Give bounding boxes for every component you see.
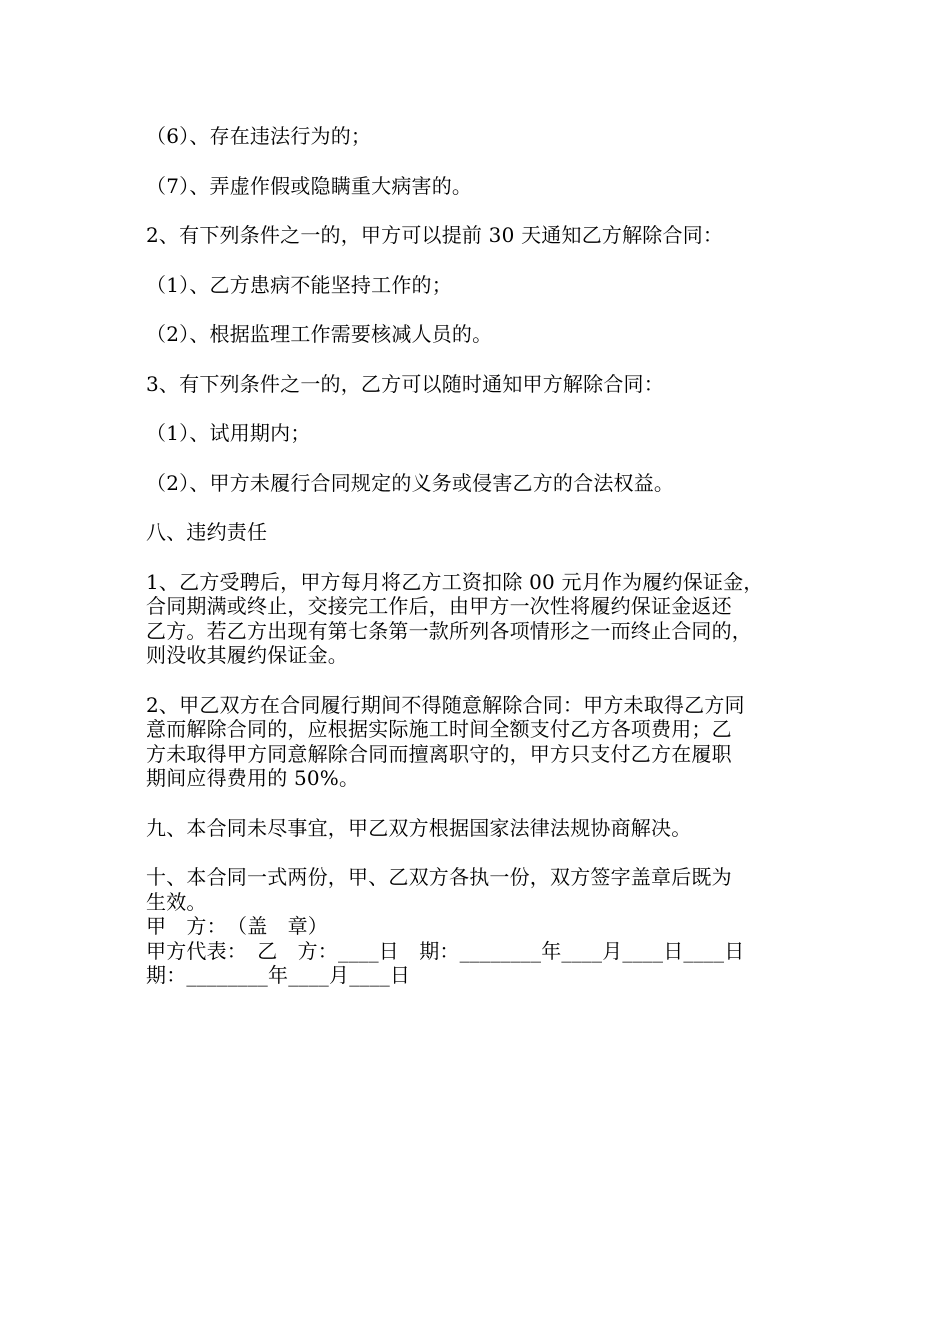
text-line: 意而解除合同的，应根据实际施工时间全额支付乙方各项费用；乙: [146, 717, 732, 741]
representative-line: 甲方代表： 乙 方：____日 期：________年____月____日____日: [146, 938, 745, 963]
date-line: 期：________年____月____日: [146, 963, 411, 987]
text-line: 2、甲乙双方在合同履行期间不得随意解除合同：甲方未取得乙方同: [146, 692, 745, 717]
clause-2-heading: 2、有下列条件之一的，甲方可以提前 30 天通知乙方解除合同：: [146, 223, 724, 247]
section-9: 九、本合同未尽事宜，甲乙双方根据国家法律法规协商解决。: [146, 815, 692, 840]
text-line: 合同期满或终止，交接完工作后，由甲方一次性将履约保证金返还: [146, 594, 732, 618]
section-10: [146, 865, 816, 914]
text-line: 生效。: [146, 889, 207, 914]
document-body: [146, 124, 816, 988]
list-item-7: （7）、弄虚作假或隐瞒重大病害的。: [146, 173, 473, 198]
text-line: 乙方。若乙方出现有第七条第一款所列各项情形之一而终止合同的，: [146, 618, 752, 643]
text-line: 十、本合同一式两份，甲、乙双方各执一份，双方签字盖章后既为: [146, 865, 732, 889]
signature-block: [146, 914, 816, 988]
clause-3-item-2: （2）、甲方未履行合同规定的义务或侵害乙方的合法权益。: [146, 470, 675, 495]
text-line: 1、乙方受聘后，甲方每月将乙方工资扣除 00 元月作为履约保证金，: [146, 569, 764, 594]
clause-2-item-1: （1）、乙方患病不能坚持工作的；: [146, 272, 452, 297]
section-8-heading: 八、违约责任: [146, 520, 268, 544]
text-line: 方未取得甲方同意解除合同而擅离职守的，甲方只支付乙方在履职: [146, 741, 732, 766]
clause-2-item-2: （2）、根据监理工作需要核减人员的。: [146, 322, 493, 346]
list-item-6: （6）、存在违法行为的；: [146, 124, 372, 148]
clause-3-heading: 3、有下列条件之一的，乙方可以随时通知甲方解除合同：: [146, 371, 664, 396]
text-line: 期间应得费用的 50%。: [146, 766, 360, 790]
party-a-line: 甲 方： （盖 章）: [146, 914, 328, 938]
breach-clause-1: [146, 570, 816, 668]
clause-3-item-1: （1）、试用期内；: [146, 421, 311, 445]
breach-clause-2: [146, 693, 816, 791]
text-line: 则没收其履约保证金。: [146, 643, 348, 667]
